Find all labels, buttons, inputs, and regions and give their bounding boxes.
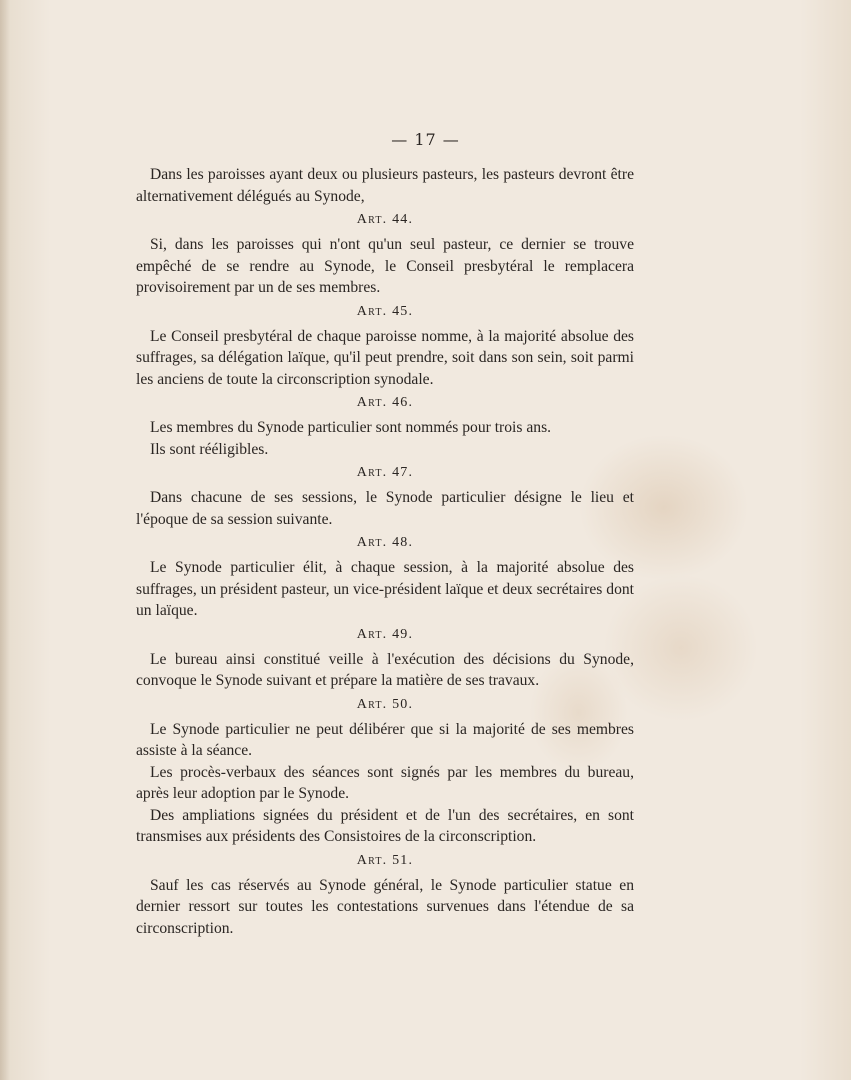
paragraph: Des ampliations signées du président et de l'un des secrétaires, en sont transmises aux présidents des Consistoires de la circonscription.	[136, 806, 634, 845]
paragraph: Le Synode particulier ne peut délibérer que si la majorité de ses membres assiste à la séance.	[136, 720, 634, 759]
article-heading: Art. 48.	[356, 535, 414, 550]
paragraph: Ils sont rééligibles.	[150, 440, 269, 458]
page-edge-shadow	[0, 0, 10, 1080]
paragraph: Le bureau ainsi constitué veille à l'exécution des décisions du Synode, convoque le Synode suivant et prépare la matière de ses travaux.	[136, 650, 634, 689]
document-body	[136, 164, 634, 939]
paragraph: Dans les paroisses ayant deux ou plusieurs pasteurs, les pasteurs devront être alternativement délégués au Synode,	[136, 166, 634, 205]
paragraph: Si, dans les paroisses qui n'ont qu'un seul pasteur, ce dernier se trouve empêché de se rendre au Synode, le Conseil presbytéral le remplacera provisoirement par un de ses membres.	[136, 236, 634, 296]
article-heading: Art. 47.	[356, 465, 414, 480]
article-heading: Art. 49.	[356, 626, 414, 642]
article-heading: Art. 46.	[356, 395, 414, 410]
article-heading: Art. 45.	[356, 303, 414, 319]
article-heading: Art. 44.	[356, 212, 414, 227]
page-number: — 17 —	[391, 130, 460, 149]
paragraph: Sauf les cas réservés au Synode général, le Synode particulier statue en dernier ressort sur toutes les contestations survenues dans l'étendue de sa circonscription.	[136, 876, 634, 937]
article-heading: Art. 50.	[356, 696, 414, 712]
paragraph: Les membres du Synode particulier sont nommés pour trois ans.	[150, 419, 552, 436]
paragraph: Le Synode particulier élit, à chaque session, à la majorité absolue des suffrages, un président pasteur, un vice-président laïque et deux secrétaires dont un laïque.	[136, 559, 634, 619]
paragraph: Les procès-verbaux des séances sont signés par les membres du bureau, après leur adoption par le Synode.	[136, 763, 634, 802]
paragraph: Le Conseil presbytéral de chaque paroisse nomme, à la majorité absolue des suffrages, sa délégation laïque, qu'il peut prendre, soit dans son sein, soit parmi les anciens de toute la circonscription synodale.	[136, 327, 634, 388]
paragraph: Dans chacune de ses sessions, le Synode particulier désigne le lieu et l'époque de sa session suivante.	[136, 489, 634, 528]
article-heading: Art. 51.	[356, 852, 414, 868]
